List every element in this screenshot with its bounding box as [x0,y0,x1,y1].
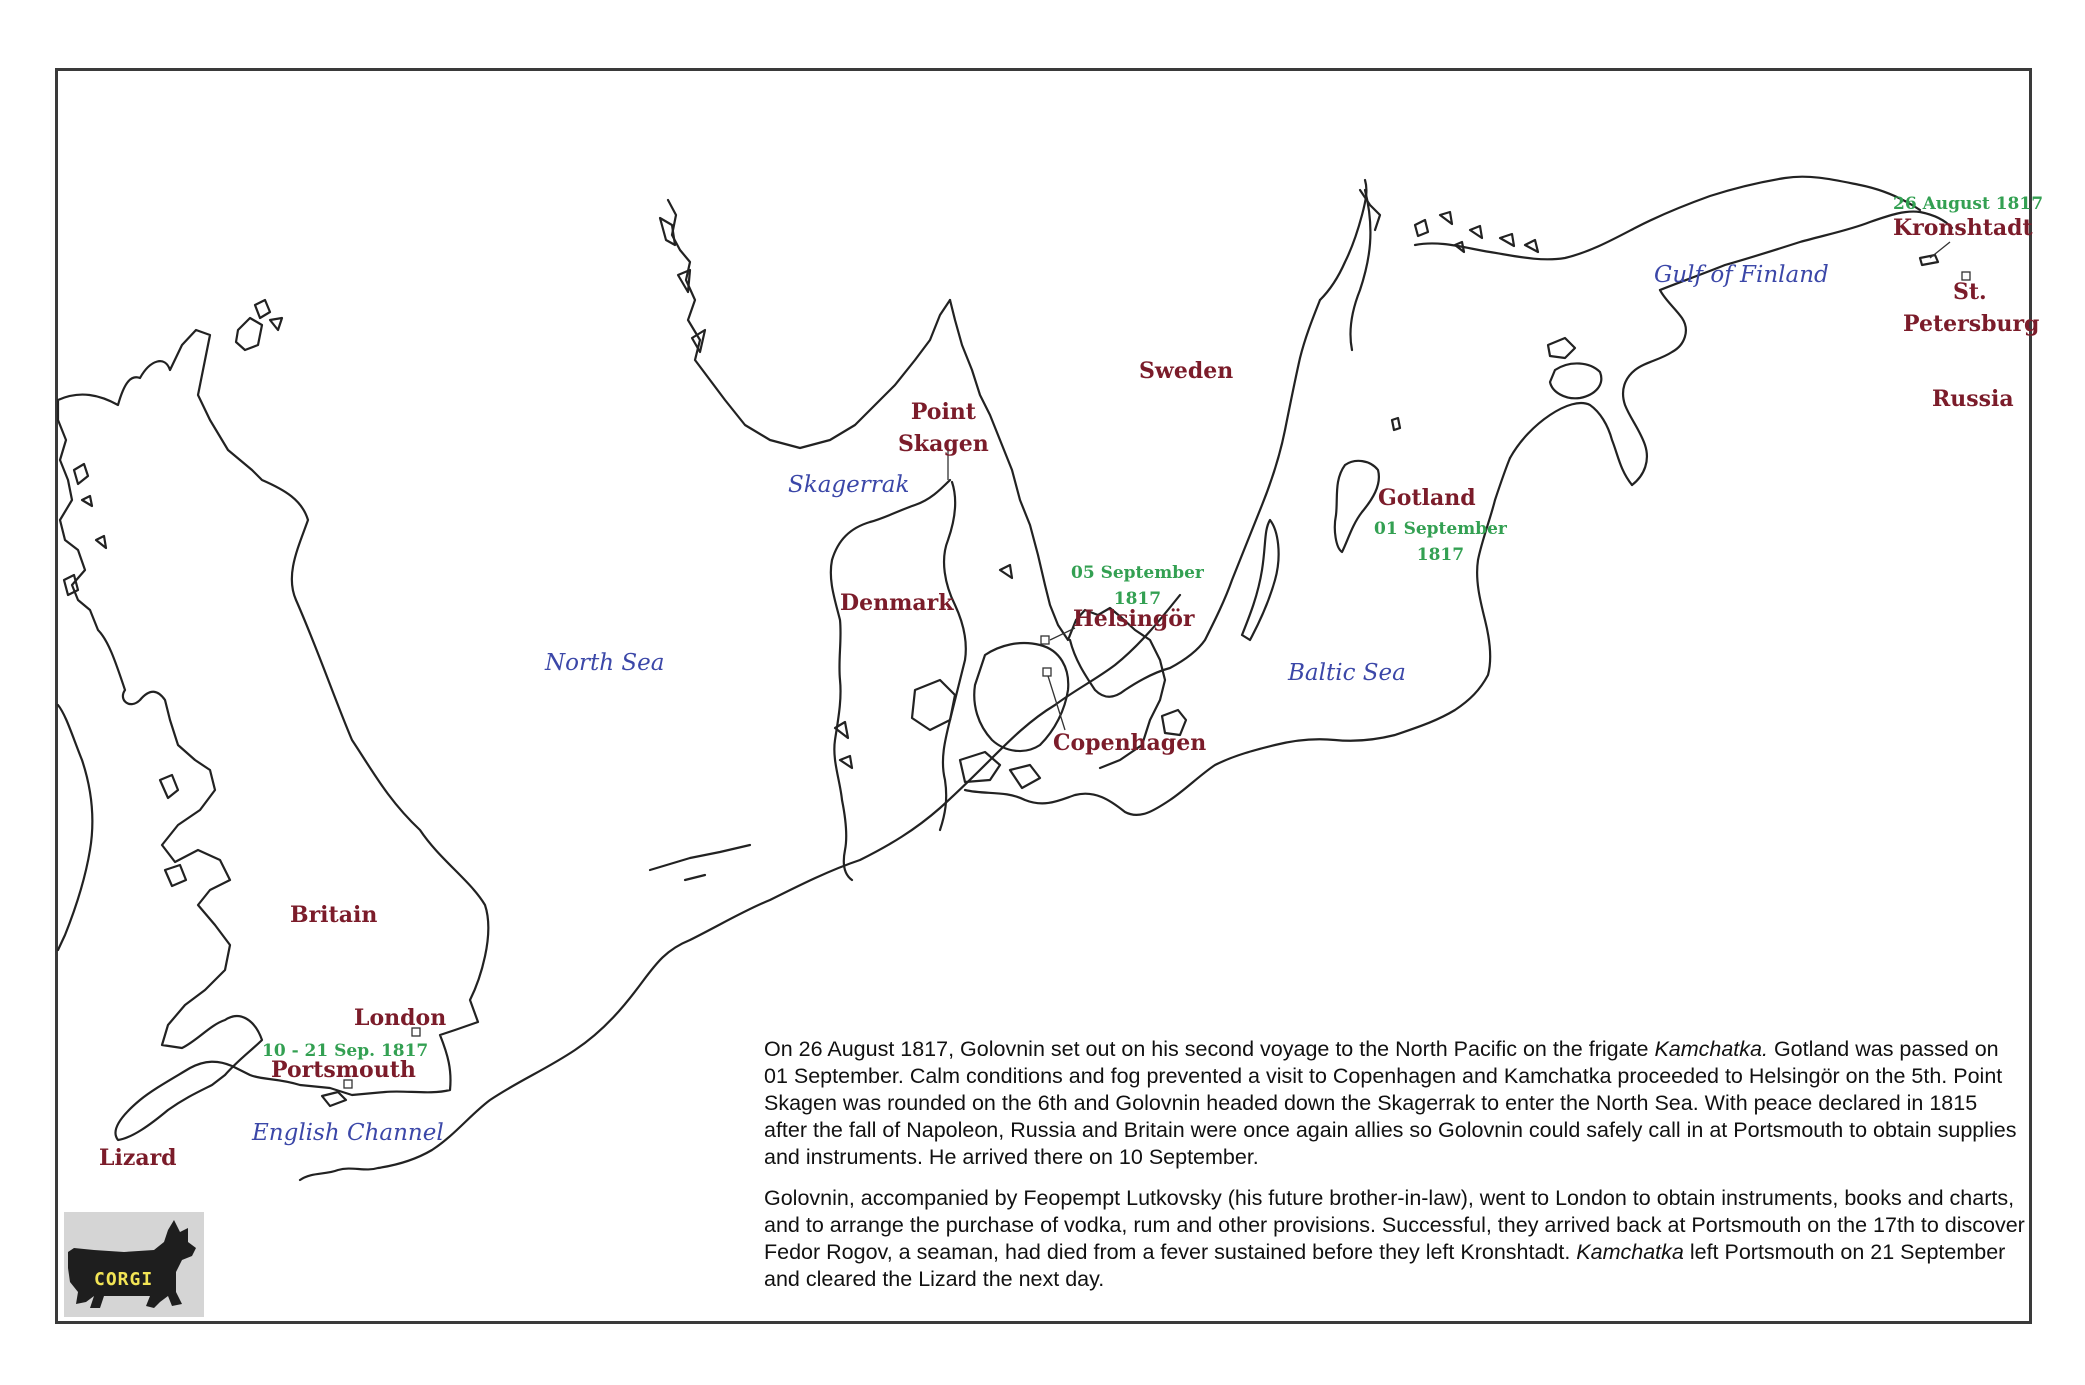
narrative-p2-end: left Portsmouth on 21 September and cleared the Lizard the next day. [764,1240,2006,1291]
narrative-paragraph-2 [764,1185,2026,1293]
label-kronshtadt: Kronshtadt [1893,215,2033,241]
date-gotland [1374,516,1507,569]
narrative-p2-ship: Kamchatka [1576,1240,1684,1264]
label-helsingor: Helsingör [1073,606,1195,632]
date-gotland-line1: 01 September [1374,519,1507,539]
label-baltic-sea: Baltic Sea [1288,660,1406,686]
label-britain: Britain [290,902,378,928]
label-portsmouth: Portsmouth [271,1057,416,1083]
date-portsmouth: 10 - 21 Sep. 1817 [262,1041,429,1061]
label-gotland: Gotland [1378,485,1476,511]
date-helsingor-line2: 1817 [1113,589,1162,610]
label-sweden: Sweden [1139,358,1234,384]
oland-island [1242,520,1279,640]
label-copenhagen: Copenhagen [1053,730,1207,756]
date-kronshtadt: 26 August 1817 [1893,194,2044,214]
label-skagerrak: Skagerrak [788,472,910,498]
label-st-petersburg [1903,277,2039,341]
narrative-paragraph-1 [764,1036,2026,1171]
logo-text: CORGI [94,1269,154,1290]
label-point-skagen-line1: Point [910,399,976,425]
label-english-channel: English Channel [252,1120,444,1146]
label-point-skagen [898,397,989,461]
narrative-p1-ship: Kamchatka. [1654,1037,1768,1061]
label-lizard: Lizard [99,1145,177,1171]
narrative-p2-start: Golovnin, accompanied by Feopempt Lutkovsky (his future brother-in-law), went to London to obtain instruments, books and charts, and to arrange the purchase of vodka, rum and other provisions. Successful, they arrived back at Portsmouth on the 17th to discover Fedor Rogov, a seaman, had died from a fever sustained before they left Kronshtadt. [764,1186,2025,1264]
label-north-sea: North Sea [545,650,665,676]
kotlin-island [1920,255,1938,265]
label-point-skagen-line2: Skagen [898,430,989,457]
date-helsingor-line1: 05 September [1071,563,1204,583]
narrative-p1-end: Gotland was passed on 01 September. Calm conditions and fog prevented a visit to Copenhagen and Kamchatka proceeded to Helsingör on the 5th. Point Skagen was rounded on the 6th and Golovnin headed down the Skagerrak to enter the North Sea. With peace declared in 1815 after the fall of Napoleon, Russia and Britain were once again allies so Golovnin could safely call in at Portsmouth to obtain supplies and instruments. He arrived there on 10 September. [764,1037,2017,1169]
narrative-p1-start: On 26 August 1817, Golovnin set out on his second voyage to the North Pacific on the frigate [764,1037,1655,1061]
ireland-coastline [58,705,92,950]
voyage-narrative [764,1036,2026,1307]
corgi-logo [64,1212,204,1317]
label-london: London [354,1005,447,1031]
label-gulf-of-finland: Gulf of Finland [1654,262,1829,288]
denmark-coastline [831,480,950,880]
label-st-petersburg-line2: Petersburg [1903,310,2040,337]
label-russia: Russia [1932,386,2014,412]
date-gotland-line2: 1817 [1416,545,1465,566]
corgi-dog-icon [64,1212,204,1317]
gotland-island [1335,461,1379,552]
helsingor-marker [1041,636,1049,644]
date-helsingor [1071,560,1204,613]
label-denmark: Denmark [840,590,954,616]
label-st-petersburg-line1: St. [1953,279,1987,305]
copenhagen-marker [1043,668,1051,676]
